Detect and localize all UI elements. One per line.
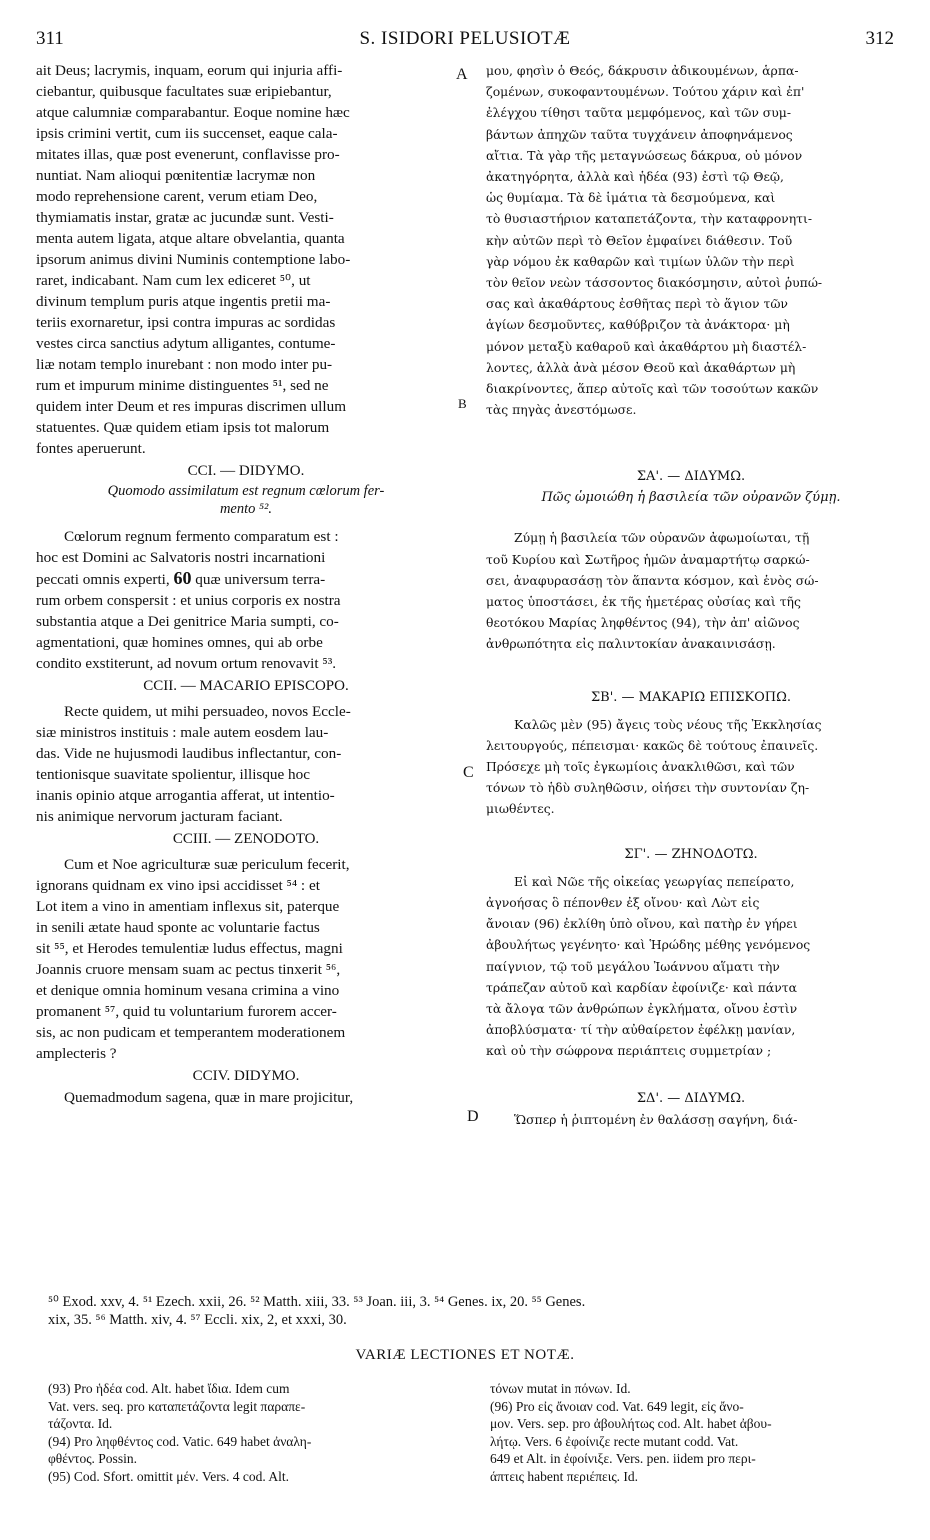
- text-line: fontes aperuerunt.: [36, 440, 146, 457]
- note-line: τάζοντα. Id.: [48, 1416, 113, 1431]
- text-line: βάντων ἀπηχῶν ταῦτα τυγχάνειν ἀποφηνάμενος: [486, 126, 793, 142]
- letter-heading-202: CCII. — MACARIO EPISCOPO.: [143, 678, 349, 694]
- text-line: ματος ὑποστάσει, ἐκ τῆς ἡμετέρας οὐσίας καὶ τῆς: [486, 594, 801, 610]
- text-line: τράπεζαν αὐτοῦ καὶ καρδίαν ἐφοίνιζε· καὶ πάντα: [486, 979, 797, 995]
- footnote-line: ⁵⁰ Exod. xxv, 4. ⁵¹ Ezech. xxii, 26. ⁵² Matth. xiii, 33. ⁵³ Joan. iii, 3. ⁵⁴ Genes. ix, 20. ⁵⁵ Genes.: [48, 1294, 586, 1310]
- text-line: σας καὶ ἀκαθάρτους ἐσθῆτας περὶ τὸ ἅγιον τῶν: [486, 296, 788, 312]
- text-line: Joannis cruore mensam suam ac pectus tinxerit ⁵⁶,: [36, 961, 341, 978]
- greek-paragraph: [486, 871, 896, 1062]
- text-line: ἀγνοήσας ὃ πέπονθεν ἐξ οἴνου· καὶ Λὼτ εἰς: [486, 894, 760, 910]
- margin-letter-d: D: [467, 1108, 479, 1125]
- text-line: promanent ⁵⁷, quid tu voluntarium furorem accer-: [36, 1003, 337, 1020]
- text-line: atque calumniæ comparabantur. Eoque nomine hæc: [36, 104, 350, 121]
- margin-letter-c: C: [463, 764, 474, 781]
- text-line: raret, indicabant. Nam cum lex ediceret ⁵⁰, ut: [36, 272, 311, 289]
- variae-lectiones-heading: VARIÆ LECTIONES ET NOTÆ.: [355, 1347, 575, 1363]
- note-line: (95) Cod. Sfort. omittit μέν. Vers. 4 cod. Alt.: [48, 1468, 290, 1484]
- greek-paragraph: [486, 60, 896, 420]
- running-title: S. ISIDORI PELUSIOTÆ: [359, 28, 571, 49]
- latin-column: [36, 60, 456, 1108]
- text-line: tentionisque suavitate spolientur, illisque hoc: [36, 766, 310, 783]
- text-line: θεοτόκου Μαρίας ληφθέντος (94), τὴν ἀπ' αἰῶνος: [486, 615, 800, 631]
- text-line: das. Vide ne hujusmodi laudibus inflectantur, con-: [36, 745, 342, 762]
- note-line: (94) Pro ληφθέντος cod. Vatic. 649 habet ἀναλη-: [48, 1433, 312, 1449]
- text-line: rum orbem conspersit : et unius corporis ex nostra: [36, 592, 341, 609]
- text-line: τὸν θεῖον νεὼν τάσσοντος διακόσμησιν, αὐτοὶ ῥυπώ-: [486, 275, 823, 291]
- text-line: sit ⁵⁵, et Herodes temulentiæ ludus effectus, magni: [36, 940, 343, 957]
- text-line: γὰρ νόμου ἐκ καθαρῶν καὶ τιμίων ὑλῶν τὴν περὶ: [486, 253, 795, 269]
- text-line: nuntiat. Nam alioqui pœnitentiæ lacrymæ non: [36, 167, 316, 184]
- text-line: thymiamatis instar, gratæ ac jucundæ sunt. Vesti-: [36, 209, 334, 226]
- text-line: teriis exornaretur, ipsi contra impuras ac sordidas: [36, 314, 336, 331]
- text-line: Quemadmodum sagena, quæ in mare projicitur,: [64, 1089, 354, 1106]
- note-line: άπτεις habent περιέπεις. Id.: [490, 1468, 639, 1484]
- note-line: λήτῳ. Vers. 6 ἐφοίνιζε recte mutant codd. Vat.: [490, 1433, 739, 1449]
- text-line: λοντες, ἀλλὰ ἀνὰ μέσον Θεοῦ καὶ ἀκαθάρτων μὴ: [486, 359, 796, 375]
- text-line: Cum et Noe agriculturæ suæ periculum fecerit,: [64, 856, 350, 873]
- text-line: quidem inter Deum et res impuras discrimen ullum: [36, 398, 347, 415]
- text-line: vestes circa sanctius adytum alligantes, contume-: [36, 335, 336, 352]
- text-line: ἄνοιαν (96) ἐκλίθη ὑπὸ οἴνου, καὶ πατὴρ ἐν γήρει: [486, 916, 798, 932]
- text-line: ipsorum animus divini Numinis contemptione labo-: [36, 251, 351, 268]
- latin-paragraph: [36, 526, 456, 674]
- text-line: ἐλέγχου τίθησι ταῦτα μεμφόμενος, καὶ τῶν συμ-: [486, 105, 792, 121]
- subtitle-line: Quomodo assimilatum est regnum cœlorum fer-: [107, 483, 385, 499]
- text-line: καὶ οὐ τὴν σώφρονα περιάπτεις συμμετρίαν ;: [486, 1043, 772, 1059]
- text-line: διακρίνοντες, ἅπερ αὐτοῖς καὶ τῶν τοσούτων κακῶν: [486, 381, 819, 397]
- text-line: τοῦ Κυρίου καὶ Σωτῆρος ἡμῶν ἀναμαρτήτῳ σαρκώ-: [486, 551, 810, 567]
- text-line: Recte quidem, ut mihi persuadeo, novos Eccle-: [64, 703, 351, 720]
- text-line: ipsis crimini vertit, cum iis succenset, eaque cala-: [36, 125, 338, 142]
- text-line: nis animique nervorum jacturam faciant.: [36, 808, 283, 825]
- text-line: ἀνθρωπότητα εἰς παλιντοκίαν ἀνακαινισάσῃ.: [486, 636, 776, 652]
- note-line: (93) Pro ἡδέα cod. Alt. habet ἴδια. Idem cum: [48, 1381, 290, 1396]
- text-line: ciebantur, quibusque facultates suæ eripiebantur,: [36, 83, 332, 100]
- text-line: τόνων τὸ ἡδὺ συληθῶσιν, οἰήσει τὴν συντονίαν ζη-: [486, 780, 810, 796]
- latin-paragraph: [36, 60, 456, 459]
- margin-letter-a: A: [456, 66, 468, 83]
- variae-notes-right: [490, 1380, 900, 1485]
- letter-heading-204: CCIV. DIDYMO.: [192, 1068, 300, 1084]
- latin-paragraph: [36, 701, 456, 827]
- text-line: ζομένων, συκοφαντουμένων. Τούτου χάριν καὶ ἐπ': [486, 84, 805, 100]
- text-line: Ζύμῃ ἡ βασιλεία τῶν οὐρανῶν ἀφωμοίωται, τῇ: [514, 530, 810, 546]
- greek-paragraph: [486, 1109, 896, 1130]
- text-line: ἁγίων δεσμοῦντες, καθύβριζον τὰ ἀνάκτορα· μὴ: [486, 317, 790, 333]
- page-number-left: 311: [36, 28, 64, 49]
- note-line: 649 et Alt. in ἐφοίνιξε. Vers. pen. iidem pro περι-: [490, 1451, 756, 1466]
- text-line: μιωθέντες.: [486, 801, 555, 817]
- greek-paragraph: [486, 527, 896, 654]
- text-fragment: peccati omnis experti,: [36, 571, 170, 588]
- text-line: λειτουργούς, πέπεισμαι· κακῶς δὲ τούτους ἐπαινεῖς.: [486, 737, 819, 753]
- letter-heading-201: ΣΑ'. — ΔΙΔΥΜΩ.: [636, 469, 746, 485]
- letter-subtitle-201: [36, 482, 456, 518]
- text-line: mitates illas, quæ post evenerunt, conflavisse pro-: [36, 146, 340, 163]
- text-line: et denique omnia hominum vesana crimina a vino: [36, 982, 340, 999]
- text-line: condito exstiterunt, ad novum ortum renovavit ⁵³.: [36, 655, 337, 672]
- text-line: μου, φησὶν ὁ Θεός, δάκρυσιν ἀδικουμένων, ἁρπα-: [486, 63, 799, 78]
- letter-heading-201: CCI. — DIDYMO.: [187, 463, 305, 479]
- text-line: ignorans quidnam ex vino ipsi accidisset ⁵⁴ : et: [36, 877, 320, 894]
- latin-paragraph: [36, 1087, 456, 1108]
- letter-heading-202: ΣΒ'. — ΜΑΚΑΡΙΩ ΕΠΙΣΚΟΠΩ.: [590, 689, 792, 705]
- note-line: τόνων mutat in πόνων. Id.: [490, 1381, 631, 1396]
- text-line: Lot item a vino in amentiam inflexus sit, paterque: [36, 898, 340, 915]
- text-line: amplecteris ?: [36, 1045, 117, 1062]
- latin-paragraph: [36, 854, 456, 1064]
- note-line: φθέντος. Possin.: [48, 1451, 137, 1466]
- note-line: Vat. vers. seq. pro καταπετάζοντα legit παραπε-: [48, 1398, 306, 1414]
- text-line: αἴτια. Τὰ γὰρ τῆς μεταγνώσεως δάκρυα, οὐ μόνον: [486, 147, 803, 163]
- page-number-right: 312: [865, 28, 894, 49]
- footnote-line: xix, 35. ⁵⁶ Matth. xiv, 4. ⁵⁷ Eccli. xix, 2, et xxxi, 30.: [48, 1312, 347, 1328]
- letter-subtitle-201: Πῶς ὡμοιώθη ἡ βασιλεία τῶν οὐρανῶν ζύμῃ.: [541, 490, 841, 506]
- text-line: τὰς πηγὰς ἀνεστόμωσε.: [486, 402, 637, 418]
- text-line: rum et impurum minime distinguentes ⁵¹, sed ne: [36, 377, 329, 394]
- note-line: μον. Vers. sep. pro ἀβουλήτως cod. Alt. habet ἀβου-: [490, 1416, 772, 1431]
- text-line: substantia atque a Dei genitrice Maria sumpti, co-: [36, 613, 339, 630]
- text-line: statuentes. Quæ quidem etiam ipsis tot malorum: [36, 419, 330, 436]
- text-line: κὴν αὐτῶν περὶ τὸ Θεῖον ἐμφαίνει διάθεσιν. Τοῦ: [486, 232, 793, 248]
- text-line: agmentationi, quæ homines omnes, qui ab orbe: [36, 634, 323, 651]
- text-line: Cœlorum regnum fermento comparatum est :: [64, 528, 339, 545]
- text-line: ἀποβλύσματα· τί τὴν αὐθαίρετον ἐφέλκῃ μανίαν,: [486, 1022, 796, 1038]
- text-line: Καλῶς μὲν (95) ἄγεις τοὺς νέους τῆς Ἐκκλησίας: [514, 716, 822, 732]
- letter-heading-203: ΣΓ'. — ΖΗΝΟΔΟΤΩ.: [624, 846, 758, 862]
- text-line: τὰ ἄλογα τῶν ἀνθρώπων ἐγκλήματα, οἴνου ἐστὶν: [486, 1000, 798, 1016]
- edition-page-marker: 60: [173, 568, 192, 588]
- text-line: inanis opinio atque arrogantia afferat, ut intentio-: [36, 787, 335, 804]
- text-line: σει, ἀναφυρασάσῃ τὸν ἅπαντα κόσμον, καὶ ἑνὸς σώ-: [486, 572, 819, 588]
- text-line: Πρόσεχε μὴ τοῖς ἐγκωμίοις ἀνακλιθῶσι, καὶ τῶν: [486, 759, 795, 775]
- greek-column: [486, 60, 896, 1130]
- text-fragment: quæ universum terra-: [195, 571, 326, 588]
- letter-heading-204: ΣΔ'. — ΔΙΔΥΜΩ.: [636, 1090, 746, 1106]
- text-line: hoc est Domini ac Salvatoris nostri incarnationi: [36, 549, 326, 566]
- text-line: siæ ministros instituis : male autem eosdem lau-: [36, 724, 329, 741]
- text-line: Ὥσπερ ἡ ῥιπτομένη ἐν θαλάσσῃ σαγήνη, διά-: [514, 1111, 798, 1127]
- page-header: [36, 28, 894, 54]
- text-line: μόνον μεταξὺ καθαροῦ καὶ ἀκαθάρτου μὴ διαστέλ-: [486, 338, 807, 354]
- note-line: (96) Pro εἰς ἄνοιαν cod. Vat. 649 legit, εἰς ἄνο-: [490, 1398, 744, 1414]
- subtitle-line: mento ⁵².: [219, 501, 273, 517]
- scripture-footnotes: [48, 1293, 898, 1329]
- text-line: divinum templum puris atque ingentis pretii ma-: [36, 293, 331, 310]
- margin-letter-b: B: [458, 396, 467, 411]
- text-line: ait Deus; lacrymis, inquam, eorum qui injuria affi-: [36, 62, 343, 79]
- variae-notes-left: [48, 1380, 468, 1485]
- text-line: τὸ θυσιαστήριον καταπετάζοντα, τὴν καταφρονητι-: [486, 211, 813, 227]
- text-line: liæ notam templo inurebant : non modo inter pu-: [36, 356, 333, 373]
- text-line: in senili ætate haud sponte ac voluntarie factus: [36, 919, 320, 936]
- text-line: sis, ac non pudicam et temperantem moderationem: [36, 1024, 346, 1041]
- text-line: ὡς θυμίαμα. Τὰ δὲ ἱμάτια τὰ δεσμούμενα, καὶ: [486, 190, 776, 206]
- text-line: παίγνιον, τῷ τοῦ μεγάλου Ἰωάννου αἵματι τὴν: [486, 958, 780, 974]
- text-line: [36, 568, 456, 590]
- text-line: modo reprehensione carent, verum etiam Deo,: [36, 188, 318, 205]
- text-line: ἀβουλήτως γεγένητο· καὶ Ἡρώδης μέθης γενόμενος: [486, 937, 811, 953]
- greek-paragraph: [486, 714, 896, 820]
- letter-heading-203: CCIII. — ZENODOTO.: [172, 831, 320, 847]
- text-line: menta autem ligata, atque altare obvelantia, quanta: [36, 230, 345, 247]
- text-line: Εἰ καὶ Νῶε τῆς οἰκείας γεωργίας πεπείρατο,: [514, 873, 795, 889]
- text-line: ἀκατηγόρητα, ἀλλὰ καὶ ἡδέα (93) ἐστὶ τῷ Θεῷ,: [486, 169, 784, 185]
